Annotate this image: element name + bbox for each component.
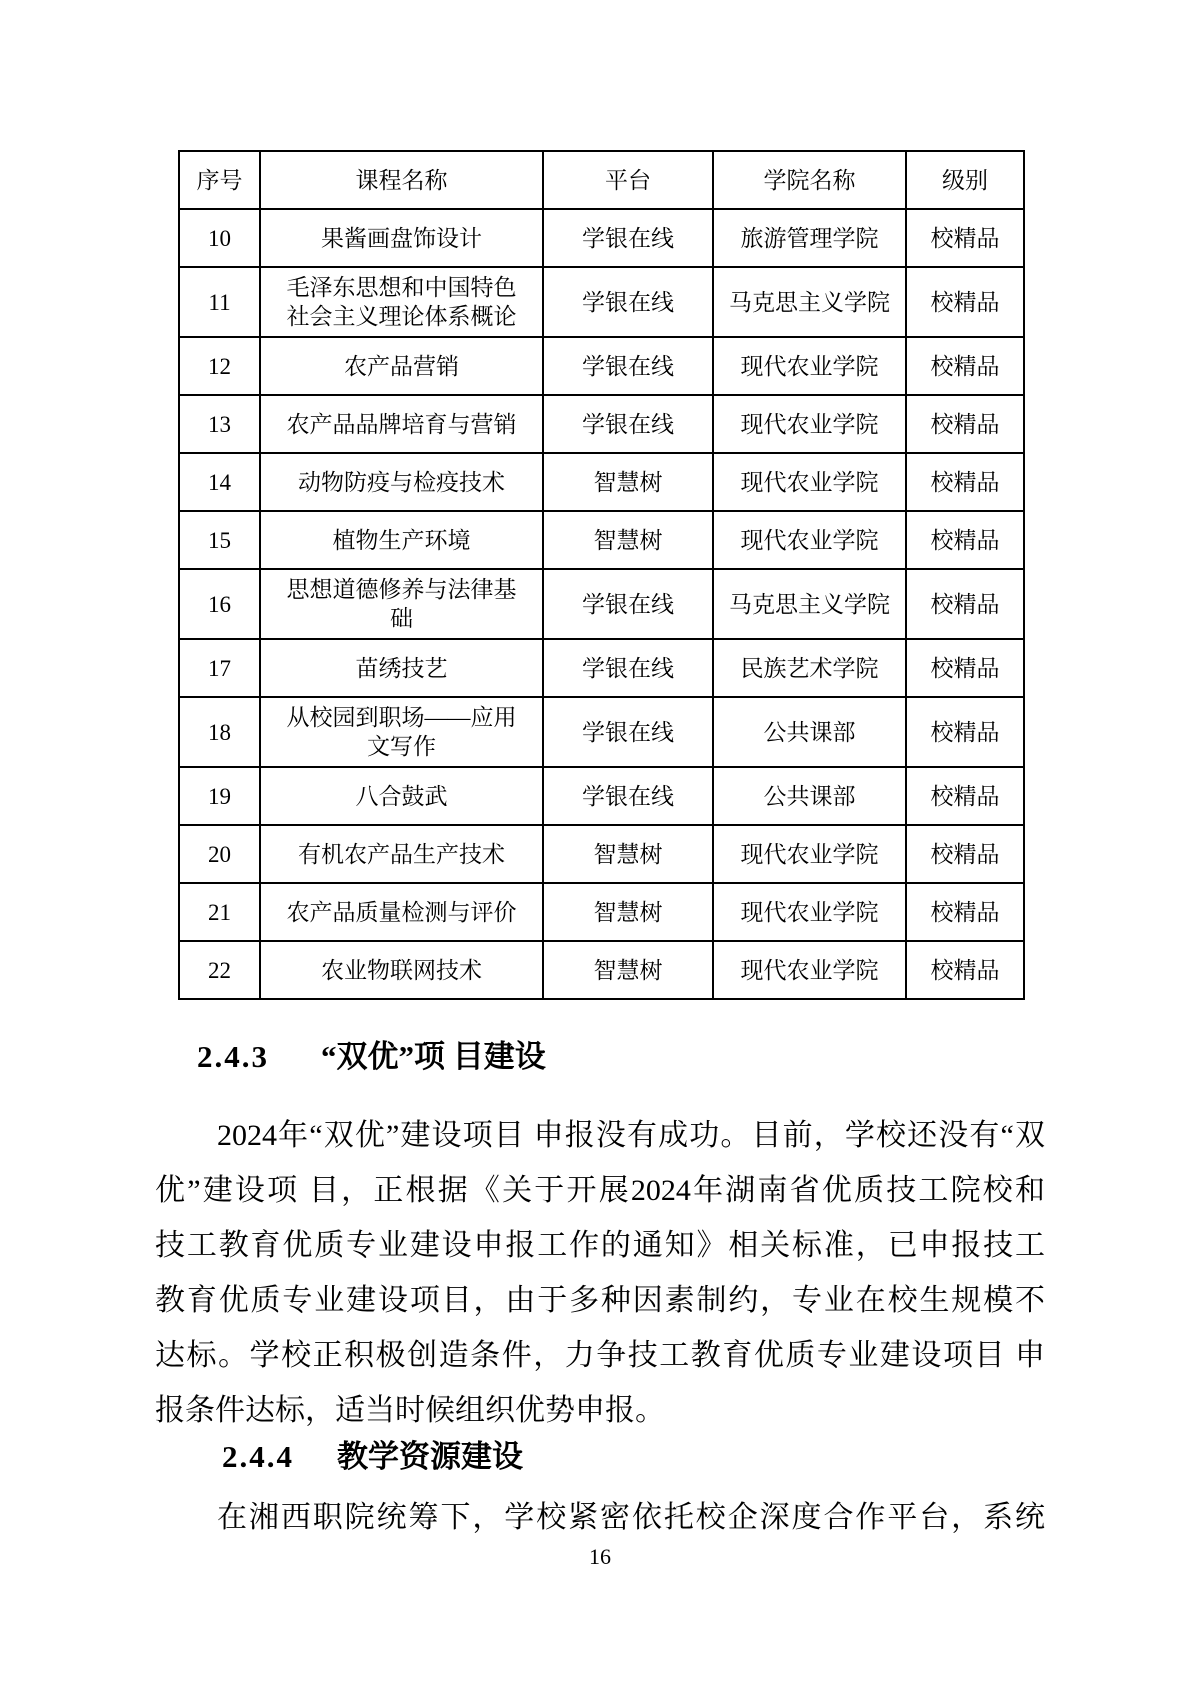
table-cell: 旅游管理学院 <box>713 209 906 267</box>
table-cell: 现代农业学院 <box>713 511 906 569</box>
table-cell: 农产品营销 <box>260 337 543 395</box>
table-cell: 马克思主义学院 <box>713 267 906 337</box>
table-cell: 学银在线 <box>543 209 713 267</box>
table-cell: 12 <box>179 337 260 395</box>
table-row <box>179 453 1024 511</box>
section-heading-2-4-4 <box>222 1438 523 1476</box>
table-cell: 22 <box>179 941 260 999</box>
table-cell: 17 <box>179 639 260 697</box>
table-cell: 校精品 <box>906 337 1024 395</box>
table-cell: 智慧树 <box>543 453 713 511</box>
paragraph-line: 报条件达标，适当时候组织优势申报。 <box>155 1394 665 1427</box>
table-cell: 农业物联网技术 <box>260 941 543 999</box>
table-cell: 智慧树 <box>543 941 713 999</box>
table-cell: 苗绣技艺 <box>260 639 543 697</box>
table-header-cell: 序号 <box>179 151 260 209</box>
table-cell: 智慧树 <box>543 825 713 883</box>
table-row <box>179 639 1024 697</box>
table-cell: 校精品 <box>906 825 1024 883</box>
paragraph-line: 达标。学校正积极创造条件，力争技工教育优质专业建设项目 申 <box>155 1339 1045 1372</box>
table-cell: 校精品 <box>906 569 1024 639</box>
table-cell: 10 <box>179 209 260 267</box>
table-header-cell: 课程名称 <box>260 151 543 209</box>
table-cell: 学银在线 <box>543 569 713 639</box>
table-cell: 从校园到职场——应用文写作 <box>260 697 543 767</box>
table-cell: 农产品质量检测与评价 <box>260 883 543 941</box>
table-row <box>179 569 1024 639</box>
paragraph-line: 优”建设项 目，正根据《关于开展2024年湖南省优质技工院校和 <box>155 1174 1045 1207</box>
table-cell: 现代农业学院 <box>713 941 906 999</box>
table-cell: 校精品 <box>906 941 1024 999</box>
paragraph-teaching-resources: 在湘西职院统筹下，学校紧密依托校企深度合作平台，系统 <box>217 1501 1045 1534</box>
course-table <box>178 150 1025 1000</box>
table-cell: 现代农业学院 <box>713 395 906 453</box>
table-cell: 11 <box>179 267 260 337</box>
table-cell: 智慧树 <box>543 511 713 569</box>
table-header-cell: 平台 <box>543 151 713 209</box>
table-row <box>179 395 1024 453</box>
table-cell: 智慧树 <box>543 883 713 941</box>
table-cell: 16 <box>179 569 260 639</box>
section-number-2-4-4: 2.4.4 <box>222 1439 294 1474</box>
table-row <box>179 511 1024 569</box>
table-cell: 13 <box>179 395 260 453</box>
table-cell: 18 <box>179 697 260 767</box>
table-row <box>179 337 1024 395</box>
table-cell: 现代农业学院 <box>713 453 906 511</box>
section-title-2-4-4: 教学资源建设 <box>337 1439 523 1474</box>
table-cell: 14 <box>179 453 260 511</box>
section-heading-2-4-3 <box>197 1038 546 1076</box>
table-row <box>179 883 1024 941</box>
table-cell: 校精品 <box>906 453 1024 511</box>
table-cell: 校精品 <box>906 395 1024 453</box>
table-row <box>179 825 1024 883</box>
table-cell: 20 <box>179 825 260 883</box>
paragraph-line: 教育优质专业建设项目，由于多种因素制约，专业在校生规模不 <box>155 1284 1045 1317</box>
table-row <box>179 209 1024 267</box>
table-cell: 动物防疫与检疫技术 <box>260 453 543 511</box>
table-header-cell: 学院名称 <box>713 151 906 209</box>
table-cell: 21 <box>179 883 260 941</box>
table-cell: 校精品 <box>906 511 1024 569</box>
table-cell: 校精品 <box>906 883 1024 941</box>
section-number-2-4-3: 2.4.3 <box>197 1039 269 1074</box>
table-cell: 果酱画盘饰设计 <box>260 209 543 267</box>
table-cell: 马克思主义学院 <box>713 569 906 639</box>
paragraph-line: 2024年“双优”建设项目 申报没有成功。目前，学校还没有“双 <box>217 1119 1045 1152</box>
table-cell: 学银在线 <box>543 395 713 453</box>
table-header-cell: 级别 <box>906 151 1024 209</box>
table-cell: 校精品 <box>906 209 1024 267</box>
paragraph-line: 技工教育优质专业建设申报工作的通知》相关标准，已申报技工 <box>155 1229 1045 1262</box>
paragraph-double-excellence <box>155 1108 1045 1438</box>
table-cell: 学银在线 <box>543 767 713 825</box>
table-cell: 学银在线 <box>543 639 713 697</box>
table-cell: 八合鼓武 <box>260 767 543 825</box>
table-cell: 植物生产环境 <box>260 511 543 569</box>
table-cell: 校精品 <box>906 697 1024 767</box>
table-row <box>179 767 1024 825</box>
section-title-2-4-3: “双优”项 目建设 <box>321 1039 546 1074</box>
table-cell: 校精品 <box>906 639 1024 697</box>
table-cell: 现代农业学院 <box>713 337 906 395</box>
table-cell: 校精品 <box>906 767 1024 825</box>
table-cell: 学银在线 <box>543 697 713 767</box>
table-cell: 学银在线 <box>543 267 713 337</box>
table-cell: 公共课部 <box>713 767 906 825</box>
table-cell: 15 <box>179 511 260 569</box>
table-cell: 公共课部 <box>713 697 906 767</box>
page-number: 16 <box>589 1544 611 1569</box>
table-cell: 民族艺术学院 <box>713 639 906 697</box>
table-row <box>179 267 1024 337</box>
table-cell: 毛泽东思想和中国特色社会主义理论体系概论 <box>260 267 543 337</box>
table-cell: 学银在线 <box>543 337 713 395</box>
table-header-row <box>179 151 1024 209</box>
table-cell: 思想道德修养与法律基础 <box>260 569 543 639</box>
table-cell: 19 <box>179 767 260 825</box>
table-cell: 现代农业学院 <box>713 883 906 941</box>
table-cell: 现代农业学院 <box>713 825 906 883</box>
table-row <box>179 697 1024 767</box>
table-row <box>179 941 1024 999</box>
table-cell: 有机农产品生产技术 <box>260 825 543 883</box>
table-cell: 校精品 <box>906 267 1024 337</box>
table-cell: 农产品品牌培育与营销 <box>260 395 543 453</box>
